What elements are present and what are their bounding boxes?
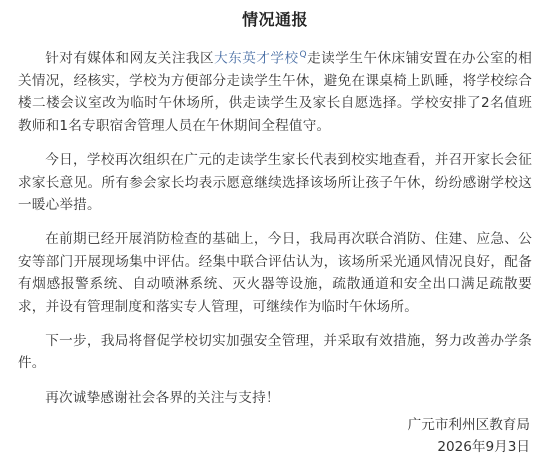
search-marker-icon[interactable]: Q xyxy=(299,50,307,60)
school-link[interactable]: 大东英才学校 xyxy=(214,50,299,67)
paragraph-5: 再次诚挚感谢社会各界的关注与支持！ xyxy=(45,389,280,406)
paragraph-1 xyxy=(18,44,532,137)
notice-title: 情况通报 xyxy=(241,10,308,29)
paragraph-2: 今日，学校再次组织在广元的走读学生家长代表到校实地查看，并召开家长会征求家长意见。所有参会家长均表示愿意继续选择该场所让孩子午休，纷纷感谢学校这一暖心举措。 xyxy=(18,152,532,213)
paragraph-4: 下一步，我局将督促学校切实加强安全管理，并采取有效措施，努力改善办学条件。 xyxy=(18,333,532,372)
paragraph-1-before: 针对有媒体和网友关注我区 xyxy=(45,50,215,67)
signature-block xyxy=(408,414,530,459)
paragraph-3: 在前期已经开展消防检查的基础上，今日，我局再次联合消防、住建、应急、公安等部门开展现场集中评估。经集中联合评估认为，该场所采光通风情况良好，配备有烟感报警系统、自动喷淋系统、灭火器等设施，疏散通道和安全出口满足疏散要求，并设有管理制度和落实专人管理，可继续作为临时午休场所。 xyxy=(18,231,532,315)
paragraph-1-after: 走读学生午休床铺安置在办公室的相关情况，经核实，学校为方便部分走读学生午休，避免在课桌椅上趴睡，将学校综合楼二楼会议室改为临时午休场所，供走读学生及家长自愿选择。学校安排了2名值班教师和1名专职宿舍管理人员在午休期间全程值守。 xyxy=(18,50,533,134)
signature-date: 2026年9月3日 xyxy=(437,439,530,456)
signature-org: 广元市利州区教育局 xyxy=(407,417,530,433)
